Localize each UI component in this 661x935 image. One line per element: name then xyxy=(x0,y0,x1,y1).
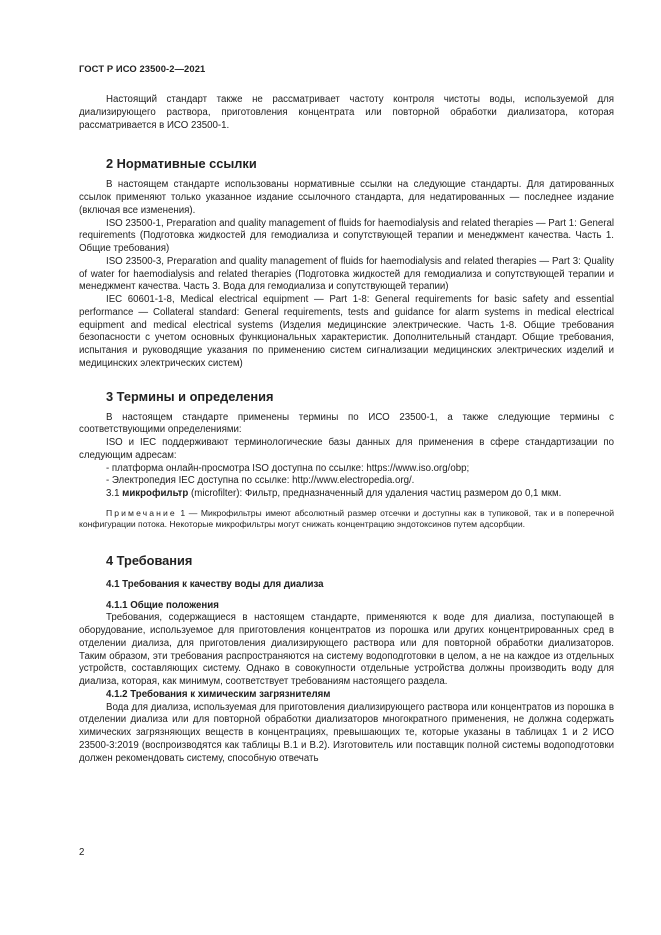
section-2-heading: 2 Нормативные ссылки xyxy=(106,156,257,172)
subsection-4-1-1-heading: 4.1.1 Общие положения xyxy=(106,599,219,611)
term-text: (microfilter): Фильтр, предназначенный для удаления частиц размером до 0,1 мкм. xyxy=(191,488,562,499)
note-label: Примечание xyxy=(106,507,177,518)
subsection-4-1-2-paragraph: Вода для диализа, используемая для приготовления диализирующего раствора или концентратов из порошка в отделении диализа или для повторной обработки диализаторов многократного применения, не должна содержать химических загрязняющих веществ в концентрациях, превышающих те, которые указаны в таблицах 1 и 2 ИСО 23500-3:2019 (воспроизводятся как таблицы В.1 и В.2). Изготовитель или поставщик полной системы водоподготовки должен рекомендовать систему, способную отвечать xyxy=(79,701,614,764)
document-header: ГОСТ Р ИСО 23500-2—2021 xyxy=(79,63,206,74)
term-definition xyxy=(79,488,614,501)
section-2-paragraph-2: ISO 23500-1, Preparation and quality management of fluids for haemodialysis and related therapies — Part 1: General requirements (Подготовка жидкостей для гемодиализа и сопутствующей терапии и менеджмент качества. Часть 1. Общие требования) xyxy=(79,217,614,254)
section-3-paragraph-2: ISO и IEC поддерживают терминологические базы данных для применения в сфере стандартизации по следующим адресам: xyxy=(79,437,614,461)
section-2-paragraph-4: IEC 60601-1-8, Medical electrical equipment — Part 1-8: General requirements for basic safety and essential performance — Collateral standard: General requirements, tests and guidance for alarm systems in medical electrical equipment and medical electrical systems (Изделия медицинские электрические. Часть 1-8. Общие требования безопасности с учетом основных функциональных характеристик. Дополнительный стандарт. Общие требования, испытания и руководящие указания по применению систем сигнализации медицинских электрических изделий и медицинских электрических систем) xyxy=(79,294,614,369)
page-number: 2 xyxy=(79,847,85,858)
subsection-4-1-heading: 4.1 Требования к качеству воды для диализа xyxy=(106,578,324,590)
list-item: - платформа онлайн-просмотра ISO доступна по ссылке: https://www.iso.org/obp; xyxy=(106,462,470,474)
subsection-4-1-1-paragraph: Требования, содержащиеся в настоящем стандарте, применяются к воде для диализа, поступающей в оборудование, используемое для приготовления концентратов из порошка или других концентрированных сред в отделении диализа, для приготовления диализирующего раствора или для повторной обработки диализаторов. Таким образом, эти требования распространяются на систему водоподготовки в целом, а не на каждое из отдельных устройств, составляющих систему. Однако в совокупности отдельные устройства должны производить воду для диализа, которая, как минимум, соответствует требованиям настоящего раздела. xyxy=(79,612,614,688)
section-2-paragraph-1: В настоящем стандарте использованы нормативные ссылки на следующие стандарты. Для датированных ссылок применяют только указанное издание ссылочного стандарта, для недатированных — последнее издание (включая все изменения). xyxy=(79,179,614,216)
list-item: - Электропедия IEC доступна по ссылке: http://www.electropedia.org/. xyxy=(106,475,415,487)
document-body xyxy=(79,94,614,765)
section-4-heading: 4 Требования xyxy=(106,552,193,568)
note-text: 1 — Микрофильтры имеют абсолютный размер отсечки и доступны как в тупиковой, так и в поперечной конфигурации потока. Некоторые микрофильтры могут снижать концентрацию эндотоксинов путем адсорбции. xyxy=(79,507,614,530)
section-3-paragraph-1: В настоящем стандарте применены термины по ИСО 23500-1, а также следующие термины с соответствующими определениями: xyxy=(79,411,614,436)
term-name: микрофильтр xyxy=(122,488,189,499)
section-3-heading: 3 Термины и определения xyxy=(106,388,274,404)
subsection-4-1-2-heading: 4.1.2 Требования к химическим загрязнителям xyxy=(106,688,331,700)
intro-paragraph: Настоящий стандарт также не рассматривает частоту контроля чистоты воды, используемой для диализирующего раствора, приготовления концентрата или повторной обработки диализатора, которая рассматривается в ИСО 23500-1. xyxy=(79,94,614,131)
section-2-paragraph-3: ISO 23500-3, Preparation and quality management of fluids for haemodialysis and related therapies — Part 3: Quality of water for haemodialysis and related therapies (Подготовка жидкостей для гемодиализа и сопутствующей терапии и менеджмент качества. Часть 3. Вода для гемодиализа и сопутствующей терапии) xyxy=(79,255,614,293)
note xyxy=(79,508,614,531)
term-number: 3.1 xyxy=(106,488,120,499)
